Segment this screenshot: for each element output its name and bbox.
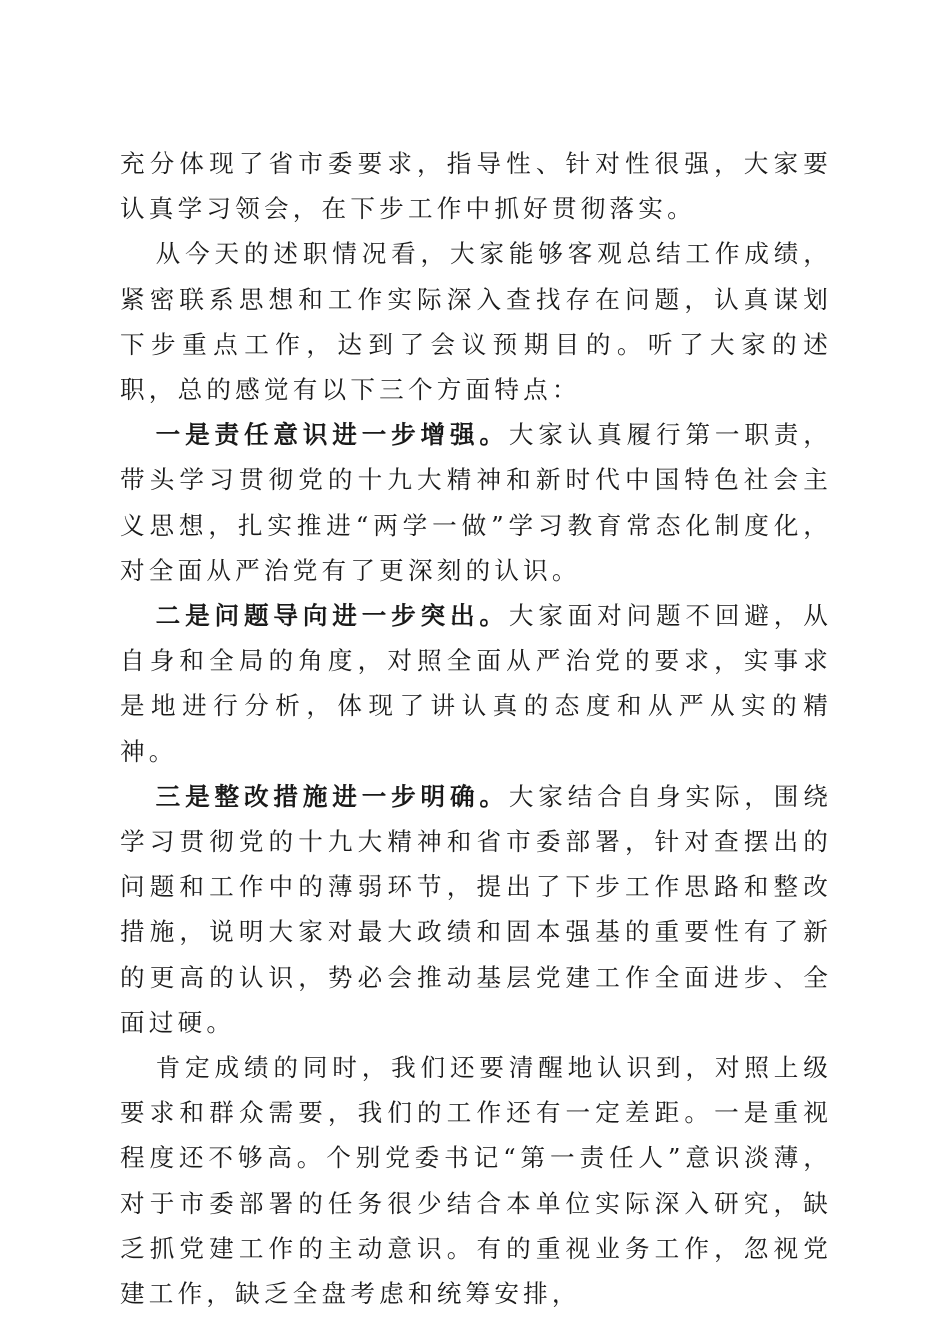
paragraph-2-text: 从今天的述职情况看，大家能够客观总结工作成绩，紧密联系思想和工作实际深入查找存在问题，认真谋划下步重点工作，达到了会议预期目的。听了大家的述职，总的感觉有以下三个方面特点：: [120, 239, 832, 405]
paragraph-3-lead: 一是责任意识进一步增强。: [155, 420, 509, 450]
paragraph-3-text: 大家认真履行第一职责，带头学习贯彻党的十九大精神和新时代中国特色社会主义思想，扎实推进“两学一做”学习教育常态化制度化，对全面从严治党有了更深刻的认识。: [120, 420, 833, 585]
paragraph-3: [120, 412, 832, 593]
paragraph-5-lead: 三是整改措施进一步明确。: [155, 781, 509, 811]
paragraph-6-text: 肯定成绩的同时，我们还要清醒地认识到，对照上级要求和群众需要，我们的工作还有一定差距。一是重视程度还不够高。个别党委书记“第一责任人”意识淡薄，对于市委部署的任务很少结合本单位实际深入研究，缺乏抓党建工作的主动意识。有的重视业务工作，忽视党建工作，缺乏全盘考虑和统筹安排，: [120, 1053, 832, 1309]
document-body: [120, 141, 832, 1316]
paragraph-2: [120, 231, 832, 412]
paragraph-1: [120, 141, 832, 231]
paragraph-5: [120, 774, 832, 1045]
paragraph-6: [120, 1045, 832, 1316]
paragraph-1-text: 充分体现了省市委要求，指导性、针对性很强，大家要认真学习领会，在下步工作中抓好贯彻落实。: [120, 149, 832, 224]
paragraph-5-text: 大家结合自身实际，围绕学习贯彻党的十九大精神和省市委部署，针对查摆出的问题和工作中的薄弱环节，提出了下步工作思路和整改措施，说明大家对最大政绩和固本强基的重要性有了新的更高的认识，势必会推动基层党建工作全面进步、全面过硬。: [120, 781, 833, 1037]
paragraph-4-lead: 二是问题导向进一步突出。: [155, 601, 509, 631]
paragraph-4-text: 大家面对问题不回避，从自身和全局的角度，对照全面从严治党的要求，实事求是地进行分析，体现了讲认真的态度和从严从实的精神。: [120, 601, 833, 766]
paragraph-4: [120, 593, 832, 774]
